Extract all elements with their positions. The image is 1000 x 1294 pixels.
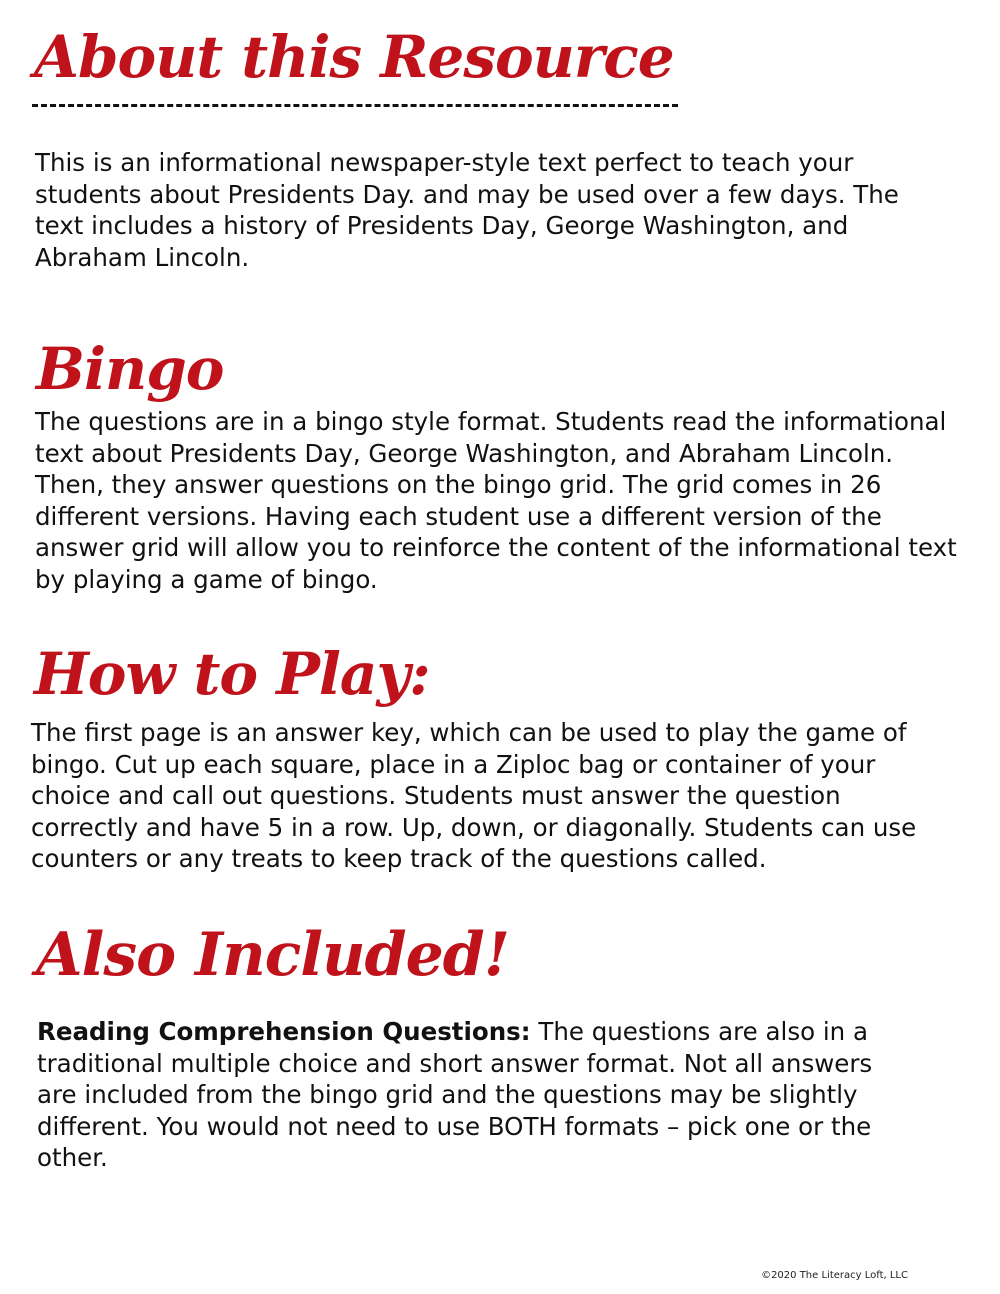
- also-included-text: The questions are also in a traditional multiple choice and short answer format. Not all answers are included from the bingo grid and the questions may be slightly different. You would not need to use BOTH formats – pick one or the other.: [37, 1017, 873, 1172]
- copyright-footer: ©2020 The Literacy Loft, LLC: [761, 1270, 908, 1281]
- about-body: This is an informational newspaper-style text perfect to teach your students about Presidents Day. and may be used over a few days. The text includes a history of Presidents Day, George Washington, and Abraham Lincoln.: [35, 148, 899, 272]
- also-included-body: [37, 1016, 897, 1174]
- bingo-title: Bingo: [36, 335, 224, 403]
- about-title: About this Resource: [34, 23, 674, 91]
- also-included-lead: Reading Comprehension Questions:: [37, 1017, 531, 1046]
- dashed-divider: [32, 104, 678, 107]
- bingo-body: The questions are in a bingo style format. Students read the informational text about Presidents Day, George Washington, and Abraham Lincoln. Then, they answer questions on the bingo grid. The grid comes in 26 different versions. Having each student use a different version of the answer grid will allow you to reinforce the content of the informational text by playing a game of bingo.: [35, 407, 957, 594]
- also-included-title: Also Included!: [36, 920, 510, 990]
- how-to-play-body: The first page is an answer key, which can be used to play the game of bingo. Cut up each square, place in a Ziploc bag or container of your choice and call out questions. Students must answer the question correctly and have 5 in a row. Up, down, or diagonally. Students can use counters or any treats to keep track of the questions called.: [31, 718, 917, 873]
- how-to-play-title: How to Play:: [34, 640, 430, 708]
